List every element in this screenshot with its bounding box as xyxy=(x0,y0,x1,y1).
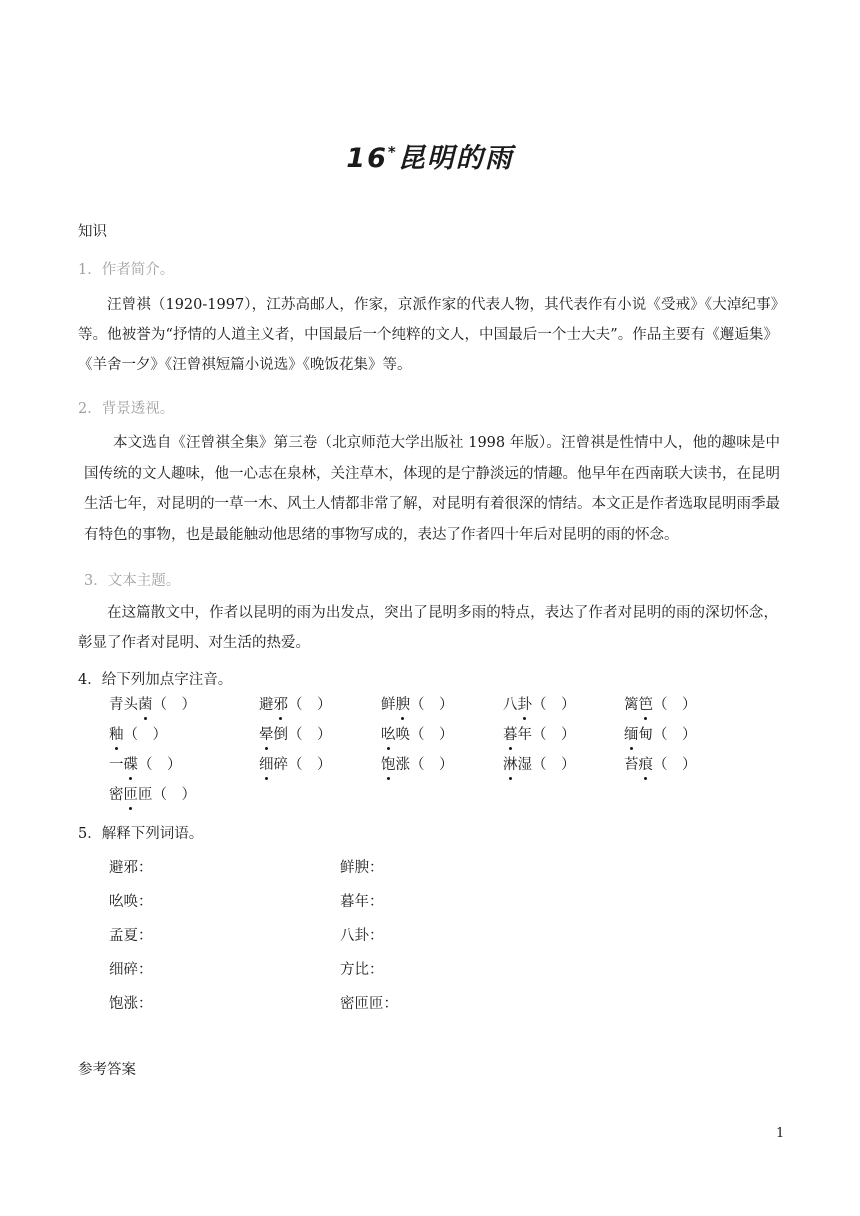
title-number: 16 xyxy=(346,143,388,174)
vocab-right-item: 方比： xyxy=(340,962,384,978)
answers-label: 参考答案 xyxy=(78,1062,136,1078)
pinyin-item: 一碟（ ） xyxy=(109,757,182,773)
vocab-right-item: 鲜腴： xyxy=(340,860,384,876)
pinyin-item: 饱涨（ ） xyxy=(381,757,454,773)
page-title xyxy=(0,136,860,175)
pinyin-item: 吆唤（ ） xyxy=(381,727,454,743)
author-paragraph: 汪曾祺（1920-1997），江苏高邮人，作家，京派作家的代表人物，其代表作有小说《受戒》《大淖纪事》等。他被誉为“抒情的人道主义者，中国最后一个纯粹的文人，中国最后一个士大夫”。作品主要有《邂逅集》《羊舍一夕》《汪曾祺短篇小说选》《晚饭花集》等。 xyxy=(78,297,778,373)
pinyin-item: 八卦（ ） xyxy=(503,697,576,713)
pinyin-item: 缅甸（ ） xyxy=(624,727,697,743)
vocab-right-item: 暮年： xyxy=(340,894,384,910)
question-5-title: 5．解释下列词语。 xyxy=(78,826,204,842)
pinyin-item: 暮年（ ） xyxy=(503,727,576,743)
pinyin-item: 细碎（ ） xyxy=(259,757,332,773)
pinyin-item: 青头菌（ ） xyxy=(109,697,196,713)
pinyin-item: 避邪（ ） xyxy=(259,697,332,713)
heading-theme: 3．文本主题。 xyxy=(84,573,181,589)
pinyin-item: 苔痕（ ） xyxy=(624,757,697,773)
question-4-title: 4．给下列加点字注音。 xyxy=(78,672,233,688)
section-knowledge: 知识 xyxy=(78,224,107,240)
background-paragraph: 本文选自《汪曾祺全集》第三卷（北京师范大学出版社 1998 年版）。汪曾祺是性情中人，他的趣味是中国传统的文人趣味，他一心志在泉林，关注草木，体现的是宁静淡远的情趣。他早年在西南联大读书，在昆明生活七年，对昆明的一草一木、风土人情都非常了解，对昆明有着很深的情结。本文正是作者选取昆明雨季最有特色的事物，也是最能触动他思绪的事物写成的，表达了作者四十年后对昆明的雨的怀念。 xyxy=(84,435,780,543)
heading-author: 1．作者简介。 xyxy=(78,262,175,278)
vocab-left-item: 饱涨： xyxy=(109,996,153,1012)
theme-paragraph: 在这篇散文中，作者以昆明的雨为出发点，突出了昆明多雨的特点，表达了作者对昆明的雨的深切怀念，彰显了作者对昆明、对生活的热爱。 xyxy=(78,605,778,651)
pinyin-item: 釉（ ） xyxy=(109,727,167,743)
vocab-right-item: 八卦： xyxy=(340,928,384,944)
vocab-left-item: 避邪： xyxy=(109,860,153,876)
pinyin-item: 淋湿（ ） xyxy=(503,757,576,773)
vocab-left-item: 吆唤： xyxy=(109,894,153,910)
pinyin-item: 晕倒（ ） xyxy=(259,727,332,743)
pinyin-item: 鲜腴（ ） xyxy=(381,697,454,713)
vocab-left-item: 孟夏： xyxy=(109,928,153,944)
heading-background: 2．背景透视。 xyxy=(78,401,175,417)
vocab-left-item: 细碎： xyxy=(109,962,153,978)
page-number: 1 xyxy=(776,1126,785,1141)
title-text: 昆明的雨 xyxy=(397,143,514,174)
vocab-right-item: 密匝匝： xyxy=(340,996,398,1012)
pinyin-item: 篱笆（ ） xyxy=(624,697,697,713)
pinyin-item: 密匝匝（ ） xyxy=(109,787,196,803)
title-star: * xyxy=(387,143,398,161)
